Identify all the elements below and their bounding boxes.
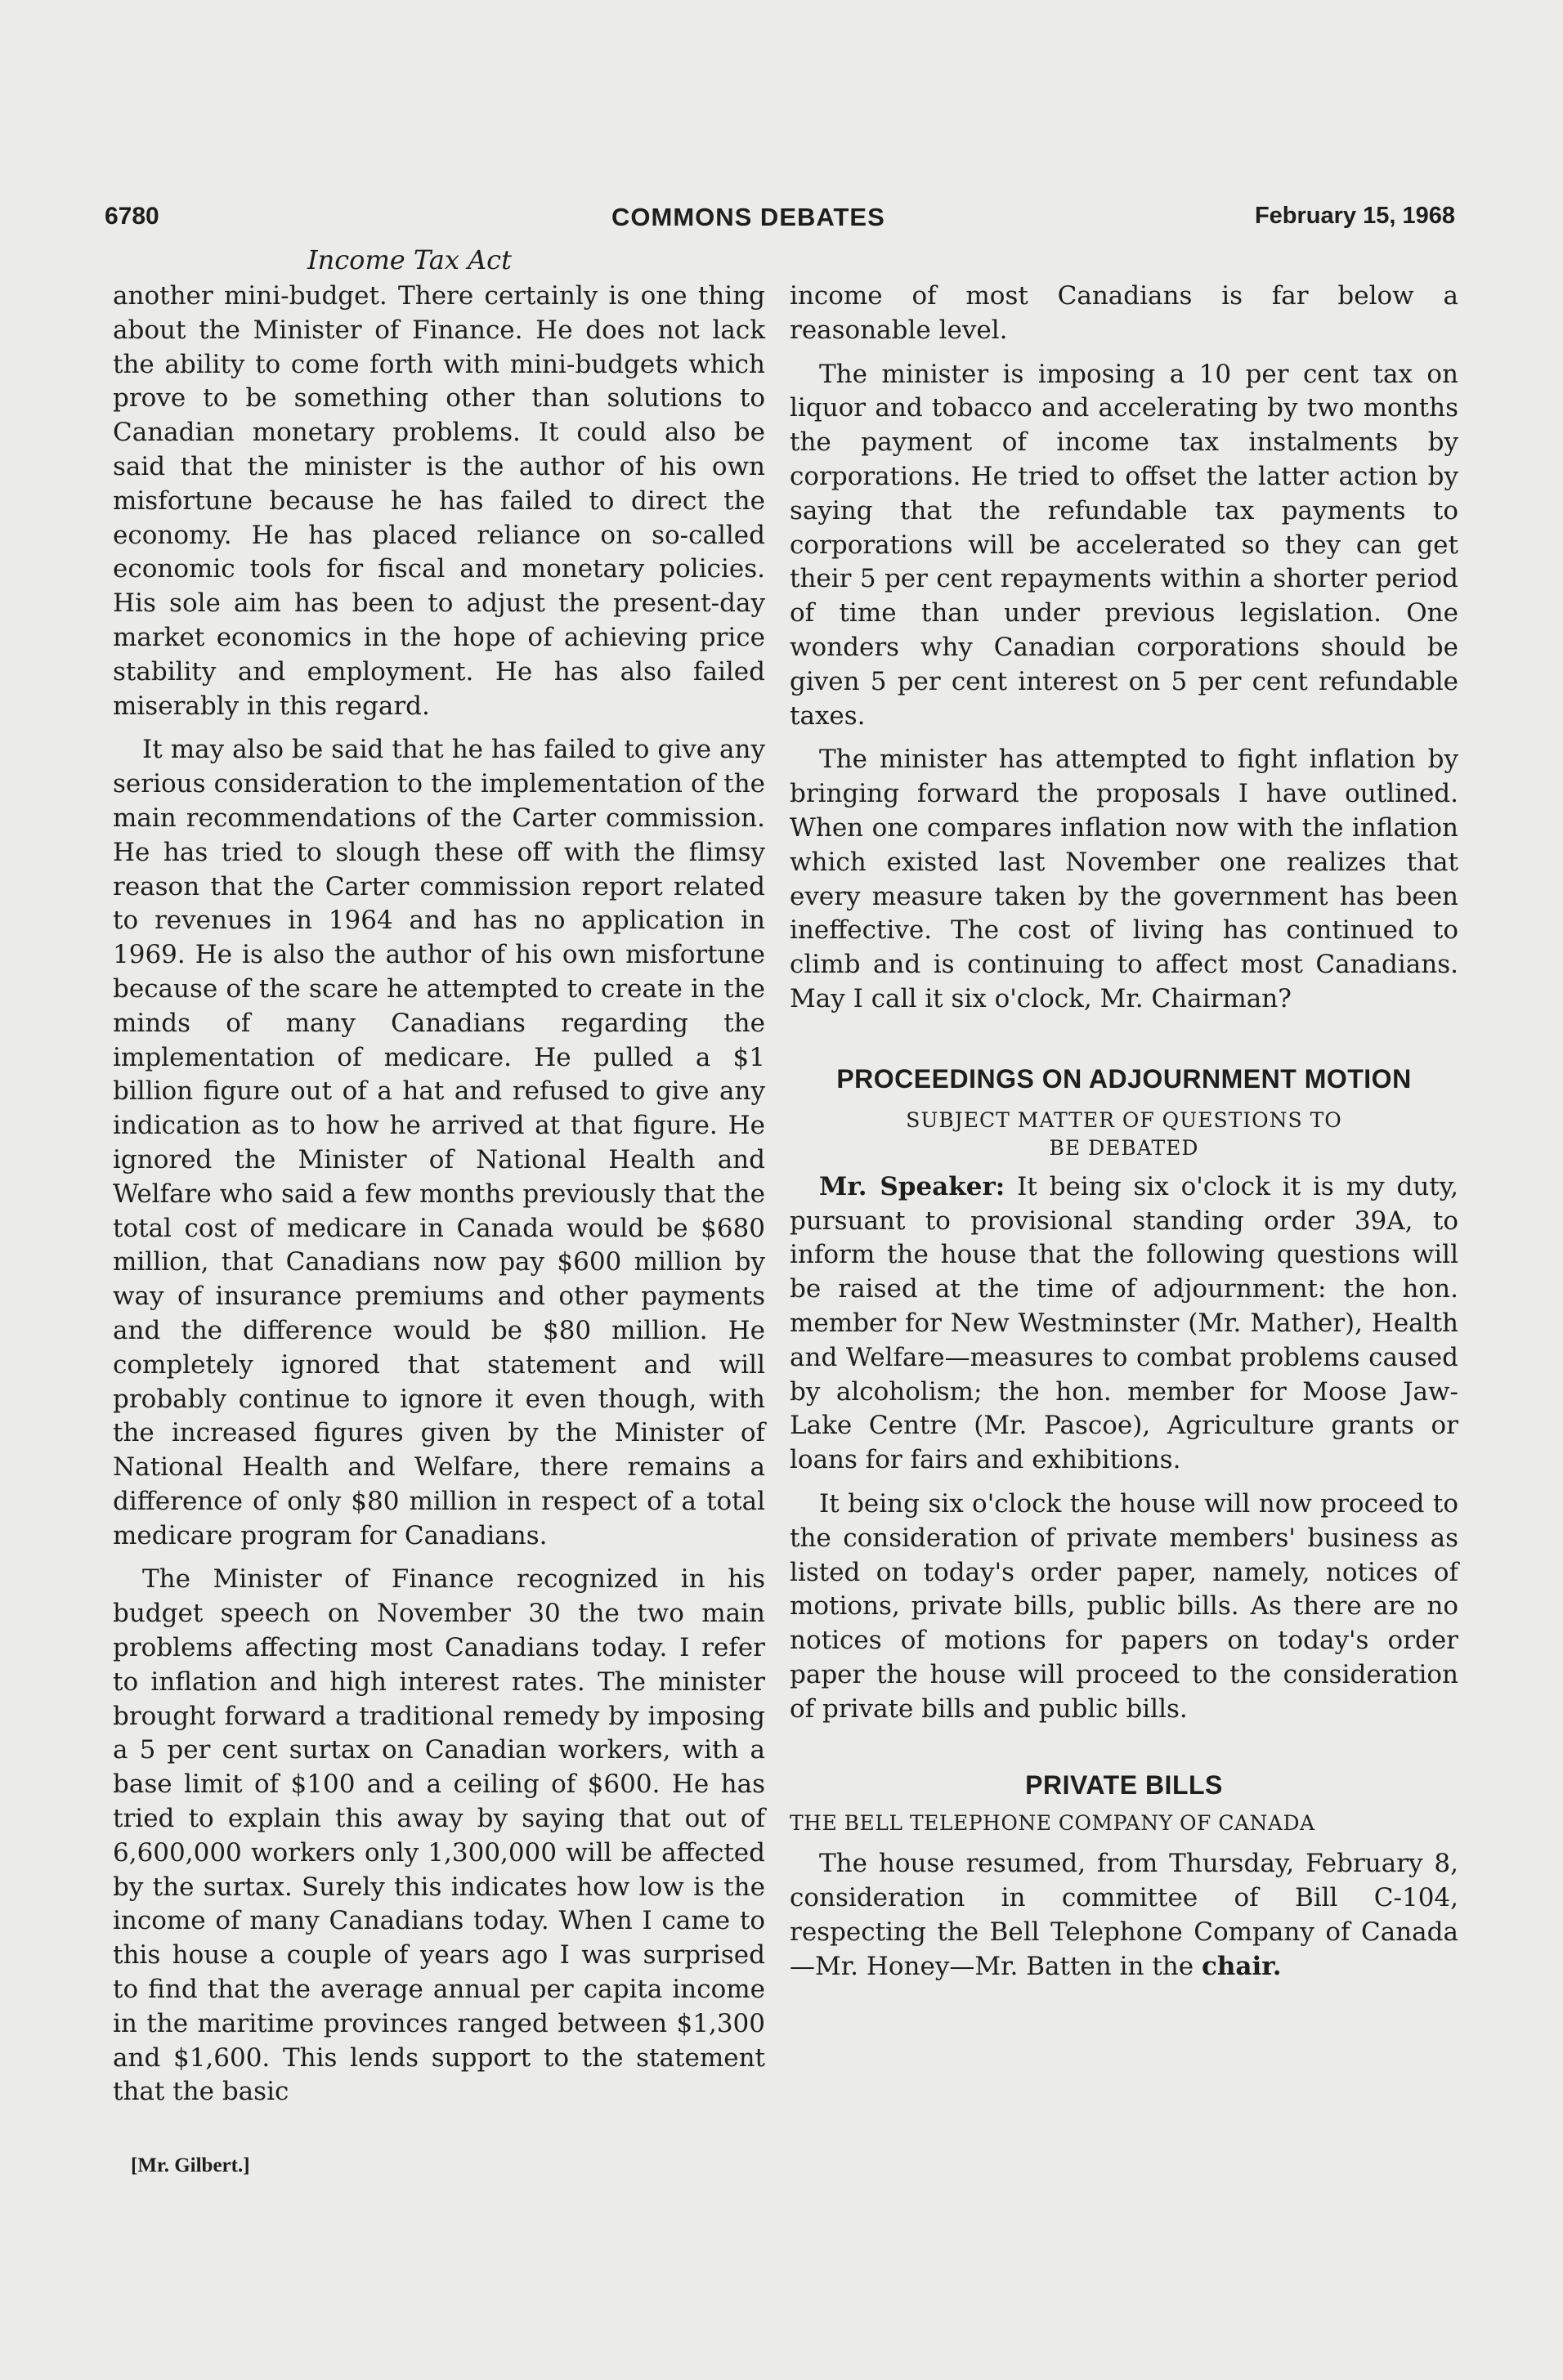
paragraph-end: chair. (1201, 1951, 1282, 1981)
paragraph: The minister is imposing a 10 per cent tax on liquor and tobacco and accelerating by two months the payment of income tax instalments by corporations. He tried to offset the latter action by saying that the refundable tax payments to corporations will be accelerated so they can get their 5 per cent repayments within a shorter period of time than under previous legislation. One wonders why Canadian corporations should be given 5 per cent interest on 5 per cent refundable taxes. (790, 359, 1458, 731)
speaker-text: It being six o'clock it is my duty, pursuant to provisional standing order 39A, to inform the house that the following questions will be raised at the time of adjournment: the hon. member for New Westminster (Mr. Mather), Health and Welfare—measures to combat problems caused by alcoholism; the hon. member for Moose Jaw-Lake Centre (Mr. Pascoe), Agriculture grants or loans for fairs and exhibitions. (790, 1171, 1458, 1475)
speaker-attribution: [Mr. Gilbert.] (131, 2154, 250, 2176)
left-column (113, 280, 765, 2119)
section-heading: PROCEEDINGS ON ADJOURNMENT MOTION (836, 1063, 1412, 1094)
paragraph: The minister has attempted to fight inflation by bringing forward the proposals I have outlined. When one compares inflation now with the inflation which existed last November one realizes that every measure taken by the government has been ineffective. The cost of living has continued to climb and is continuing to affect most Canadians. May I call it six o'clock, Mr. Chairman? (790, 745, 1458, 1013)
publication-title: COMMONS DEBATES (611, 203, 885, 231)
paragraph: The Minister of Finance recognized in his budget speech on November 30 the two main problems affecting most Canadians today. I refer to inflation and high interest rates. The minister brought forward a traditional remedy by imposing a 5 per cent surtax on Canadian workers, with a base limit of $100 and a ceiling of $600. He has tried to explain this away by saying that out of 6,600,000 workers only 1,300,000 will be affected by the surtax. Surely this indicates how low is the income of many Canadians today. When I came to this house a couple of years ago I was surprised to find that the average annual per capita income in the maritime provinces ranged between $1,300 and $1,600. This lends support to the statement that the basic (113, 1564, 765, 2107)
running-head: Income Tax Act (307, 244, 512, 275)
publication-date: February 15, 1968 (1254, 203, 1455, 229)
section-subheading: SUBJECT MATTER OF QUESTIONS TO BE DEBATED (906, 1107, 1342, 1160)
paragraph: The house resumed, from Thursday, February 8, consideration in committee of Bill C-104, respecting the Bell Telephone Company of Canada—Mr. Honey—Mr. Batten in the (790, 1849, 1458, 1981)
page-header (105, 203, 1455, 235)
paragraph: It may also be said that he has failed to give any serious consideration to the implementation of the main recommendations of the Carter commission. He has tried to slough these off with the flimsy reason that the Carter commission report related to revenues in 1964 and has no application in 1969. He is also the author of his own misfortune because of the scare he attempted to create in the minds of many Canadians regarding the implementation of medicare. He pulled a $1 billion figure out of a hat and refused to give any indication as to how he arrived at that figure. He ignored the Minister of National Health and Welfare who said a few months previously that the total cost of medicare in Canada would be $680 million, that Canadians now pay $600 million by way of insurance premiums and other payments and the difference would be $80 million. He completely ignored that statement and will probably continue to ignore it even though, with the increased figures given by the Minister of National Health and Welfare, there remains a difference of only $80 million in respect of a total medicare program for Canadians. (113, 735, 765, 1550)
speaker-label: Mr. Speaker: (819, 1171, 1005, 1201)
section-subheading: THE BELL TELEPHONE COMPANY OF CANADA (790, 1811, 1315, 1836)
section-heading: PRIVATE BILLS (1025, 1770, 1223, 1801)
paragraph: another mini-budget. There certainly is one thing about the Minister of Finance. He does not lack the ability to come forth with mini-budgets which prove to be something other than solutions to Canadian monetary problems. It could also be said that the minister is the author of his own misfortune because he has failed to direct the economy. He has placed reliance on so-called economic tools for fiscal and monetary policies. His sole aim has been to adjust the present-day market economics in the hope of achieving price stability and employment. He has also failed miserably in this regard. (113, 281, 765, 721)
paragraph: income of most Canadians is far below a reasonable level. (790, 281, 1458, 345)
paragraph: It being six o'clock the house will now proceed to the consideration of private members' business as listed on today's order paper, namely, notices of motions, private bills, public bills. As there are no notices of motions for papers on today's order paper the house will proceed to the consideration of private bills and public bills. (790, 1488, 1458, 1724)
right-column (790, 280, 1458, 1994)
page-number: 6780 (105, 203, 159, 230)
